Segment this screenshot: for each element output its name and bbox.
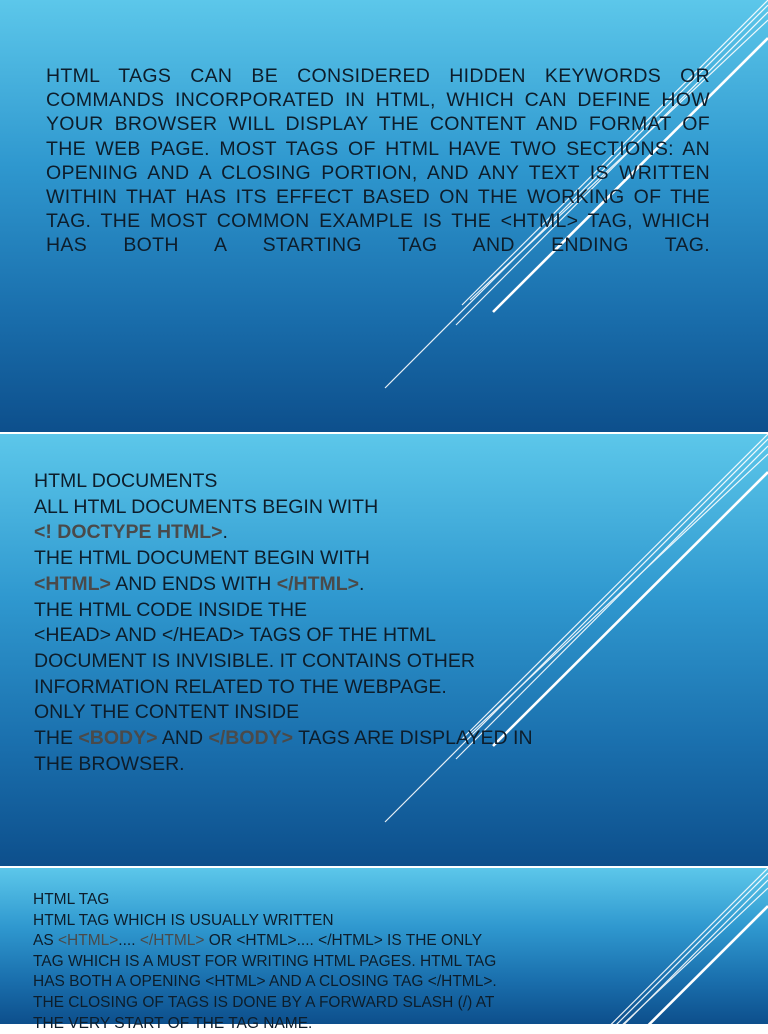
slide-3-content — [33, 890, 533, 1034]
slide-2-line: THE HTML DOCUMENT BEGIN WITH — [34, 547, 370, 570]
slide-2-line: INFORMATION RELATED TO THE WEBPAGE. — [34, 675, 447, 698]
doctype-code: <! DOCTYPE HTML> — [34, 521, 223, 544]
slide-2-line: THE HTML CODE INSIDE THE — [34, 598, 308, 621]
body-open-code: <BODY> — [78, 727, 158, 750]
text-segment: AND ENDS WITH — [110, 572, 277, 595]
text-segment: AND — [157, 727, 209, 750]
slide-2-line — [34, 726, 594, 752]
text-segment: OR <HTML>.... </HTML> IS THE ONLY — [204, 932, 483, 950]
punctuation: . — [222, 521, 228, 544]
slide-2-title: HTML DOCUMENTS — [34, 470, 218, 492]
slide-3-line — [33, 931, 533, 952]
slide-2-content — [34, 469, 594, 777]
text-segment: .... — [118, 932, 140, 950]
slide-2-line: ONLY THE CONTENT INSIDE — [34, 701, 300, 724]
slide-2-line — [34, 572, 594, 598]
slide-3-line: THE VERY START OF THE TAG NAME. — [33, 1014, 313, 1032]
slide-3-title: HTML TAG — [33, 891, 110, 908]
slide-2-line — [34, 520, 594, 546]
slide-1 — [0, 0, 768, 432]
text-segment: THE — [34, 727, 79, 750]
slide-3-line: HAS BOTH A OPENING <HTML> AND A CLOSING TAG </HTML>. — [33, 973, 497, 991]
html-close-code: </HTML> — [276, 572, 360, 595]
slide-2-line: <HEAD> AND </HEAD> TAGS OF THE HTML — [34, 624, 437, 647]
html-close-code: </HTML> — [139, 932, 205, 950]
slide-3-line: TAG WHICH IS A MUST FOR WRITING HTML PAGES. HTML TAG — [33, 952, 497, 970]
slide-2-line: THE BROWSER. — [34, 752, 185, 775]
slide-3-line: THE CLOSING OF TAGS IS DONE BY A FORWARD SLASH (/) AT — [33, 993, 495, 1011]
slide-1-paragraph: HTML TAGS CAN BE CONSIDERED HIDDEN KEYWORDS OR COMMANDS INCORPORATED IN HTML, WHICH CAN DEFINE HOW YOUR BROWSER WILL DISPLAY THE CONTENT AND FORMAT OF THE WEB PAGE. MOST TAGS OF HTML HAVE TWO SECTIONS: AN OPENING AND A CLOSING PORTION, AND ANY TEXT IS WRITTEN WITHIN THAT HAS ITS EFFECT BASED ON THE WORKING OF THE TAG. THE MOST COMMON EXAMPLE IS THE <HTML> TAG, WHICH HAS BOTH A STARTING TAG AND ENDING TAG. — [46, 65, 710, 257]
html-open-code: <HTML> — [34, 572, 111, 595]
slide-2-line: DOCUMENT IS INVISIBLE. IT CONTAINS OTHER — [34, 649, 475, 672]
body-close-code: </BODY> — [208, 727, 294, 750]
slide-3-line: HTML TAG WHICH IS USUALLY WRITTEN — [33, 911, 334, 929]
text-segment: TAGS ARE DISPLAYED IN — [293, 727, 533, 750]
text-segment: AS — [33, 932, 58, 950]
html-open-code: <HTML> — [57, 932, 119, 950]
punctuation: . — [359, 572, 365, 595]
slide-2-line: ALL HTML DOCUMENTS BEGIN WITH — [34, 495, 379, 518]
